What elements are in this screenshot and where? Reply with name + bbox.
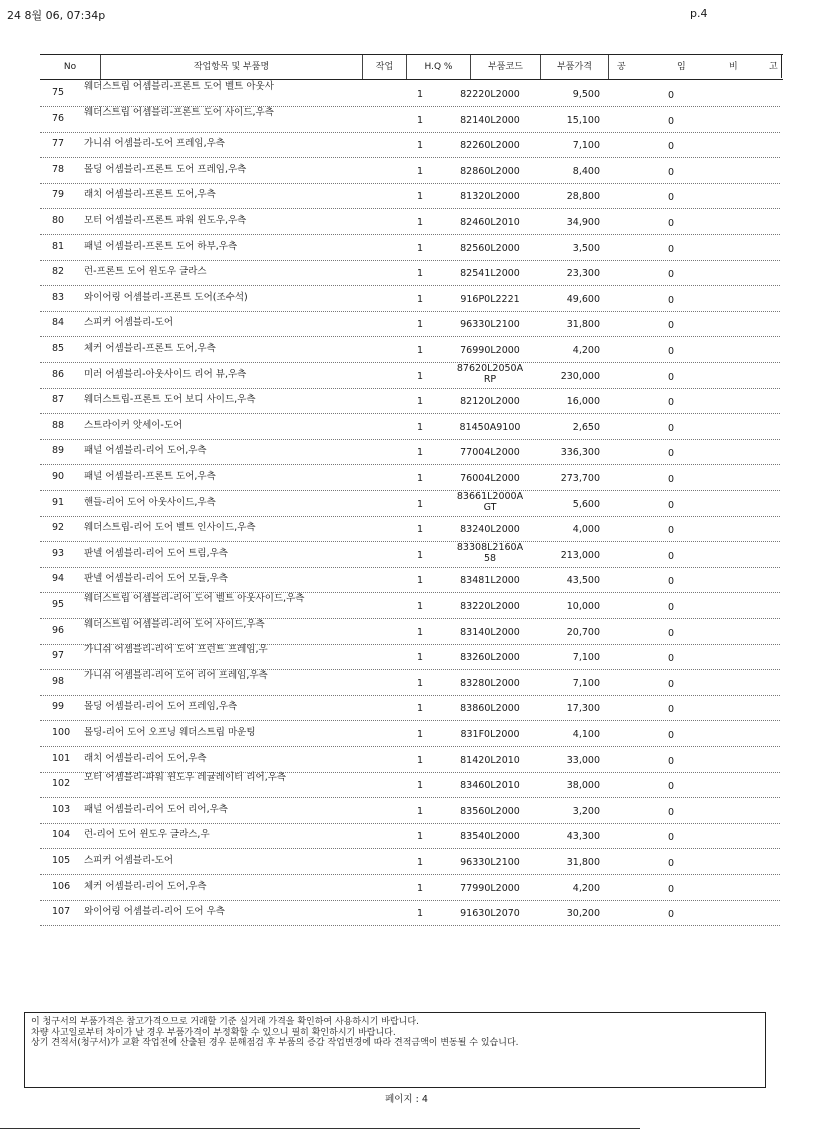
row-hq: 1 bbox=[416, 242, 424, 254]
row-part-price: 7,100 bbox=[572, 652, 600, 664]
row-item-name: 가니쉬 어셈블리-리어 도어 리어 프레임,우측 bbox=[84, 669, 268, 681]
row-no: 99 bbox=[52, 701, 65, 713]
row-part-code: 82860L2000 bbox=[460, 165, 520, 177]
bottom-divider bbox=[0, 1128, 640, 1129]
row-hq: 1 bbox=[416, 908, 424, 920]
row-no: 88 bbox=[52, 419, 65, 431]
row-part-code: 81450A9100 bbox=[459, 421, 521, 433]
table-row bbox=[40, 797, 780, 824]
row-hq: 1 bbox=[416, 293, 424, 305]
row-hq: 1 bbox=[416, 140, 424, 152]
row-item-name: 와이어링 어셈블리-프론트 도어(조수석) bbox=[84, 291, 248, 303]
footer-page-label: 페이지 : 4 bbox=[385, 1094, 428, 1105]
row-part-code: 82560L2000 bbox=[460, 242, 520, 254]
row-no: 97 bbox=[52, 650, 65, 662]
row-part-price: 9,500 bbox=[572, 89, 600, 100]
row-hq: 1 bbox=[416, 831, 424, 843]
row-labor-value: 0 bbox=[667, 678, 675, 690]
row-part-code: 82541L2000 bbox=[460, 268, 520, 280]
row-part-code: 82220L2000 bbox=[460, 89, 520, 100]
row-part-price: 34,900 bbox=[566, 217, 600, 228]
table-row bbox=[40, 285, 780, 312]
row-item-name: 웨더스트립 어셈블리-프론트 도어 벨트 아웃사 bbox=[84, 81, 274, 92]
table-row bbox=[40, 336, 780, 363]
row-part-code: 83140L2000 bbox=[460, 626, 520, 638]
row-part-code: 83661L2000A GT bbox=[456, 490, 524, 513]
row-item-name: 스피커 어셈블리-도어 bbox=[84, 317, 174, 329]
row-no: 92 bbox=[52, 522, 65, 534]
row-item-name: 웨더스트립 어셈블리-리어 도어 사이드,우측 bbox=[84, 618, 265, 630]
row-part-code: 87620L2050A RP bbox=[456, 362, 524, 385]
row-labor-value: 0 bbox=[667, 320, 675, 332]
row-part-code: 83460L2010 bbox=[460, 780, 520, 792]
row-item-name: 웨더스트립 어셈블리-리어 도어 벨트 아웃사이드,우측 bbox=[84, 593, 305, 604]
row-item-name: 체커 어셈블리-리어 도어,우측 bbox=[84, 880, 207, 892]
row-part-price: 49,600 bbox=[566, 293, 600, 305]
row-hq: 1 bbox=[416, 780, 424, 792]
table-row bbox=[40, 106, 780, 133]
row-part-code: 83860L2000 bbox=[460, 703, 520, 715]
table-header-right-border bbox=[781, 54, 782, 78]
row-part-price: 38,000 bbox=[566, 780, 600, 792]
row-hq: 1 bbox=[416, 677, 424, 689]
table-row bbox=[40, 490, 780, 517]
row-hq: 1 bbox=[416, 268, 424, 280]
row-item-name: 래치 어셈블리-리어 도어,우측 bbox=[84, 752, 207, 764]
table-row bbox=[40, 387, 780, 414]
row-part-price: 4,100 bbox=[572, 729, 600, 740]
row-no: 100 bbox=[52, 727, 71, 738]
row-labor-value: 0 bbox=[667, 576, 675, 588]
row-hq: 1 bbox=[416, 217, 424, 228]
row-part-price: 7,100 bbox=[572, 677, 600, 689]
row-hq: 1 bbox=[416, 601, 424, 612]
row-labor-value: 0 bbox=[667, 346, 675, 357]
row-no: 87 bbox=[52, 394, 65, 406]
row-part-price: 28,800 bbox=[566, 191, 600, 203]
row-part-price: 43,300 bbox=[566, 831, 600, 843]
table-row bbox=[40, 592, 780, 619]
row-part-code: 96330L2100 bbox=[460, 319, 520, 331]
row-no: 98 bbox=[52, 675, 65, 687]
row-hq: 1 bbox=[416, 703, 424, 715]
row-no: 94 bbox=[52, 573, 65, 585]
row-hq: 1 bbox=[416, 89, 424, 100]
row-labor-value: 0 bbox=[667, 294, 675, 306]
row-labor-value: 0 bbox=[667, 909, 675, 921]
row-no: 95 bbox=[52, 599, 65, 610]
row-labor-value: 0 bbox=[667, 474, 675, 485]
row-labor-value: 0 bbox=[667, 115, 675, 127]
row-part-price: 4,000 bbox=[572, 524, 600, 536]
col-work: 작업 bbox=[362, 55, 406, 79]
row-no: 101 bbox=[52, 752, 71, 764]
row-item-name: 몰딩-리어 도어 오프닝 웨더스트립 마운팅 bbox=[84, 727, 256, 738]
row-part-price: 33,000 bbox=[566, 754, 600, 766]
row-labor-value: 0 bbox=[667, 730, 675, 741]
row-part-price: 3,500 bbox=[572, 242, 600, 254]
row-part-code: 96330L2100 bbox=[460, 857, 520, 868]
row-part-code: 83481L2000 bbox=[460, 575, 520, 587]
row-labor-value: 0 bbox=[667, 806, 675, 818]
row-item-name: 런-프론트 도어 윈도우 글라스 bbox=[84, 266, 207, 278]
table-row bbox=[40, 131, 780, 158]
notice-box bbox=[24, 1012, 766, 1088]
row-part-code: 83308L2160A 58 bbox=[456, 541, 524, 564]
row-hq: 1 bbox=[416, 524, 424, 536]
row-part-code: 916P0L2221 bbox=[460, 293, 520, 305]
row-no: 86 bbox=[52, 368, 65, 380]
row-part-price: 16,000 bbox=[566, 396, 600, 408]
table-row bbox=[40, 259, 780, 286]
row-no: 84 bbox=[52, 317, 65, 329]
row-part-price: 3,200 bbox=[572, 805, 600, 817]
col-part-code: 부품코드 bbox=[470, 55, 540, 79]
row-labor-value: 0 bbox=[667, 243, 675, 255]
row-no: 105 bbox=[52, 855, 71, 866]
row-part-code: 83280L2000 bbox=[460, 677, 520, 689]
row-hq: 1 bbox=[416, 729, 424, 740]
row-part-price: 31,800 bbox=[566, 319, 600, 331]
row-item-name: 런-리어 도어 윈도우 글라스,우 bbox=[84, 829, 210, 841]
table-row bbox=[40, 413, 780, 440]
row-labor-value: 0 bbox=[667, 371, 675, 383]
row-hq: 1 bbox=[416, 421, 424, 433]
table-row bbox=[40, 362, 780, 389]
row-hq: 1 bbox=[416, 549, 424, 561]
table-row bbox=[40, 515, 780, 542]
row-no: 77 bbox=[52, 138, 65, 150]
col-hq: H.Q % bbox=[406, 55, 470, 79]
row-item-name: 미러 어셈블리-아웃사이드 리어 뷰,우측 bbox=[84, 368, 247, 380]
row-part-price: 23,300 bbox=[566, 268, 600, 280]
row-hq: 1 bbox=[416, 626, 424, 638]
row-no: 76 bbox=[52, 112, 65, 124]
row-labor-value: 0 bbox=[667, 499, 675, 511]
row-labor-value: 0 bbox=[667, 269, 675, 281]
row-no: 91 bbox=[52, 496, 65, 508]
row-part-code: 77004L2000 bbox=[460, 447, 520, 459]
row-part-price: 31,800 bbox=[566, 857, 600, 868]
row-part-price: 43,500 bbox=[566, 575, 600, 587]
row-item-name: 패널 어셈블리-리어 도어 리어,우측 bbox=[84, 803, 228, 815]
col-labor-1: 공 bbox=[617, 62, 626, 72]
row-hq: 1 bbox=[416, 857, 424, 868]
row-part-price: 17,300 bbox=[566, 703, 600, 715]
row-item-name: 가니쉬 어셈블리-리어 도어 프런트 프레임,우 bbox=[84, 644, 268, 656]
row-part-price: 230,000 bbox=[560, 370, 600, 382]
row-part-code: 76004L2000 bbox=[460, 473, 520, 484]
table-row bbox=[40, 541, 780, 568]
table-row bbox=[40, 874, 780, 901]
row-item-name: 래치 어셈블리-프론트 도어,우측 bbox=[84, 189, 216, 201]
row-no: 106 bbox=[52, 880, 71, 892]
table-row bbox=[40, 720, 780, 747]
notice-line-2: 차량 사고일로부터 차이가 날 경우 부품가격이 부정확할 수 있으니 필히 확인하시기 바랍니다. bbox=[31, 1027, 396, 1038]
row-part-price: 10,000 bbox=[566, 601, 600, 612]
row-part-code: 83540L2000 bbox=[460, 831, 520, 843]
row-labor-value: 0 bbox=[667, 550, 675, 562]
row-labor-value: 0 bbox=[667, 166, 675, 178]
row-part-price: 5,600 bbox=[572, 498, 600, 510]
row-part-price: 273,700 bbox=[560, 473, 600, 484]
fax-timestamp: 24 8월 06, 07:34p bbox=[7, 9, 106, 22]
row-part-price: 20,700 bbox=[566, 626, 600, 638]
col-labor-2: 임 bbox=[677, 62, 686, 72]
row-no: 83 bbox=[52, 291, 65, 303]
row-part-code: 76990L2000 bbox=[460, 345, 520, 356]
row-part-price: 4,200 bbox=[572, 345, 600, 356]
row-item-name: 모터 어셈블리-프론트 파워 윈도우,우측 bbox=[84, 215, 247, 226]
row-no: 75 bbox=[52, 87, 65, 98]
row-item-name: 스피커 어셈블리-도어 bbox=[84, 855, 174, 866]
row-part-code: 81420L2010 bbox=[460, 754, 520, 766]
row-labor-value: 0 bbox=[667, 90, 675, 101]
row-part-code: 83240L2000 bbox=[460, 524, 520, 536]
row-hq: 1 bbox=[416, 114, 424, 126]
row-no: 102 bbox=[52, 778, 71, 790]
table-row bbox=[40, 234, 780, 261]
row-part-price: 15,100 bbox=[566, 114, 600, 126]
row-part-code: 81320L2000 bbox=[460, 191, 520, 203]
row-part-code: 82460L2010 bbox=[460, 217, 520, 228]
table-row bbox=[40, 669, 780, 696]
notice-line-3: 상기 견적서(청구서)가 교환 작업전에 산출된 경우 분해점검 후 부품의 증감 작업변경에 따라 견적금액이 변동될 수 있습니다. bbox=[31, 1038, 519, 1048]
col-labor-remarks bbox=[608, 55, 783, 79]
row-part-price: 2,650 bbox=[572, 421, 600, 433]
row-hq: 1 bbox=[416, 575, 424, 587]
row-no: 103 bbox=[52, 803, 71, 815]
table-row bbox=[40, 208, 780, 235]
row-item-name: 패널 어셈블리-프론트 도어 하부,우측 bbox=[84, 240, 238, 252]
row-item-name: 몰딩 어셈블리-리어 도어 프레임,우측 bbox=[84, 701, 238, 713]
col-part-price: 부품가격 bbox=[540, 55, 608, 79]
table-row bbox=[40, 848, 780, 875]
row-labor-value: 0 bbox=[667, 397, 675, 409]
row-no: 107 bbox=[52, 906, 71, 918]
row-part-price: 4,200 bbox=[572, 882, 600, 894]
col-no: No bbox=[63, 62, 77, 72]
row-labor-value: 0 bbox=[667, 755, 675, 767]
row-no: 104 bbox=[52, 829, 71, 841]
row-item-name: 웨더스트립 어셈블리-프론트 도어 사이드,우측 bbox=[84, 106, 274, 118]
table-header bbox=[40, 54, 783, 80]
table-row bbox=[40, 464, 780, 491]
row-part-price: 8,400 bbox=[572, 165, 600, 177]
row-part-code: 83560L2000 bbox=[460, 805, 520, 817]
row-hq: 1 bbox=[416, 191, 424, 203]
table-row bbox=[40, 694, 780, 721]
row-no: 96 bbox=[52, 624, 65, 636]
row-part-code: 83220L2000 bbox=[460, 601, 520, 612]
row-hq: 1 bbox=[416, 882, 424, 894]
row-hq: 1 bbox=[416, 396, 424, 408]
row-item-name: 웨더스트립-프론트 도어 보디 사이드,우측 bbox=[84, 394, 256, 406]
table-row bbox=[40, 746, 780, 773]
table-row bbox=[40, 643, 780, 670]
row-part-code: 83260L2000 bbox=[460, 652, 520, 664]
table-row bbox=[40, 899, 780, 926]
table-row bbox=[40, 157, 780, 184]
row-labor-value: 0 bbox=[667, 218, 675, 229]
row-item-name: 판넬 어셈블리-리어 도어 트림,우측 bbox=[84, 547, 228, 559]
row-labor-value: 0 bbox=[667, 781, 675, 793]
table-row bbox=[40, 771, 780, 798]
row-item-name: 웨더스트립-리어 도어 벨트 인사이드,우측 bbox=[84, 522, 256, 534]
row-labor-value: 0 bbox=[667, 602, 675, 613]
notice-line-1: 이 청구서의 부품가격은 참고가격으므로 거래할 기준 실거래 가격을 확인하여 사용하시기 바랍니다. bbox=[31, 1017, 419, 1027]
row-labor-value: 0 bbox=[667, 627, 675, 639]
row-hq: 1 bbox=[416, 370, 424, 382]
row-hq: 1 bbox=[416, 319, 424, 331]
row-item-name: 몰딩 어셈블리-프론트 도어 프레임,우측 bbox=[84, 163, 247, 175]
row-item-name: 패널 어셈블리-리어 도어,우측 bbox=[84, 445, 207, 457]
row-part-price: 213,000 bbox=[560, 549, 600, 561]
table-row bbox=[40, 310, 780, 337]
row-part-price: 7,100 bbox=[572, 140, 600, 152]
row-no: 89 bbox=[52, 445, 65, 457]
row-item-name: 스트라이커 앗세이-도어 bbox=[84, 419, 183, 431]
row-no: 85 bbox=[52, 343, 65, 354]
table-row bbox=[40, 80, 780, 107]
row-item-name: 판넬 어셈블리-리어 도어 모듈,우측 bbox=[84, 573, 228, 585]
row-hq: 1 bbox=[416, 345, 424, 356]
row-item-name: 체커 어셈블리-프론트 도어,우측 bbox=[84, 343, 216, 354]
table-row bbox=[40, 566, 780, 593]
row-hq: 1 bbox=[416, 447, 424, 459]
row-no: 82 bbox=[52, 266, 65, 278]
row-hq: 1 bbox=[416, 498, 424, 510]
row-part-code: 82260L2000 bbox=[460, 140, 520, 152]
row-hq: 1 bbox=[416, 165, 424, 177]
row-part-price: 336,300 bbox=[560, 447, 600, 459]
fax-page-number: p.4 bbox=[690, 7, 708, 20]
table-row bbox=[40, 618, 780, 645]
row-no: 80 bbox=[52, 215, 65, 226]
row-labor-value: 0 bbox=[667, 858, 675, 869]
row-hq: 1 bbox=[416, 473, 424, 484]
row-no: 90 bbox=[52, 471, 65, 482]
row-no: 93 bbox=[52, 547, 65, 559]
row-hq: 1 bbox=[416, 754, 424, 766]
row-item-name: 와이어링 어셈블리-리어 도어 우측 bbox=[84, 906, 225, 918]
col-remark-2: 고 bbox=[769, 62, 778, 72]
col-item-name: 작업항목 및 부품명 bbox=[100, 55, 362, 79]
row-part-code: 82140L2000 bbox=[460, 114, 520, 126]
row-labor-value: 0 bbox=[667, 704, 675, 716]
row-no: 78 bbox=[52, 163, 65, 175]
table-row bbox=[40, 822, 780, 849]
row-labor-value: 0 bbox=[667, 422, 675, 434]
row-part-price: 30,200 bbox=[566, 908, 600, 920]
table-row bbox=[40, 182, 780, 209]
row-no: 79 bbox=[52, 189, 65, 201]
row-hq: 1 bbox=[416, 652, 424, 664]
row-part-code: 82120L2000 bbox=[460, 396, 520, 408]
row-labor-value: 0 bbox=[667, 141, 675, 153]
row-labor-value: 0 bbox=[667, 832, 675, 844]
row-part-code: 77990L2000 bbox=[460, 882, 520, 894]
row-part-code: 91630L2070 bbox=[460, 908, 520, 920]
row-item-name: 모터 어셈블리-파워 윈도우 레귤레이터 리어,우측 bbox=[84, 772, 287, 784]
table-row bbox=[40, 438, 780, 465]
col-remark-1: 비 bbox=[729, 62, 738, 72]
row-labor-value: 0 bbox=[667, 525, 675, 537]
row-item-name: 가니쉬 어셈블리-도어 프레임,우측 bbox=[84, 138, 225, 150]
row-labor-value: 0 bbox=[667, 653, 675, 665]
row-labor-value: 0 bbox=[667, 448, 675, 460]
row-item-name: 핸들-리어 도어 아웃사이드,우측 bbox=[84, 496, 216, 508]
row-item-name: 패널 어셈블리-프론트 도어,우측 bbox=[84, 471, 216, 482]
row-hq: 1 bbox=[416, 805, 424, 817]
row-labor-value: 0 bbox=[667, 883, 675, 895]
row-no: 81 bbox=[52, 240, 65, 252]
row-part-code: 831F0L2000 bbox=[460, 729, 520, 740]
row-labor-value: 0 bbox=[667, 192, 675, 204]
